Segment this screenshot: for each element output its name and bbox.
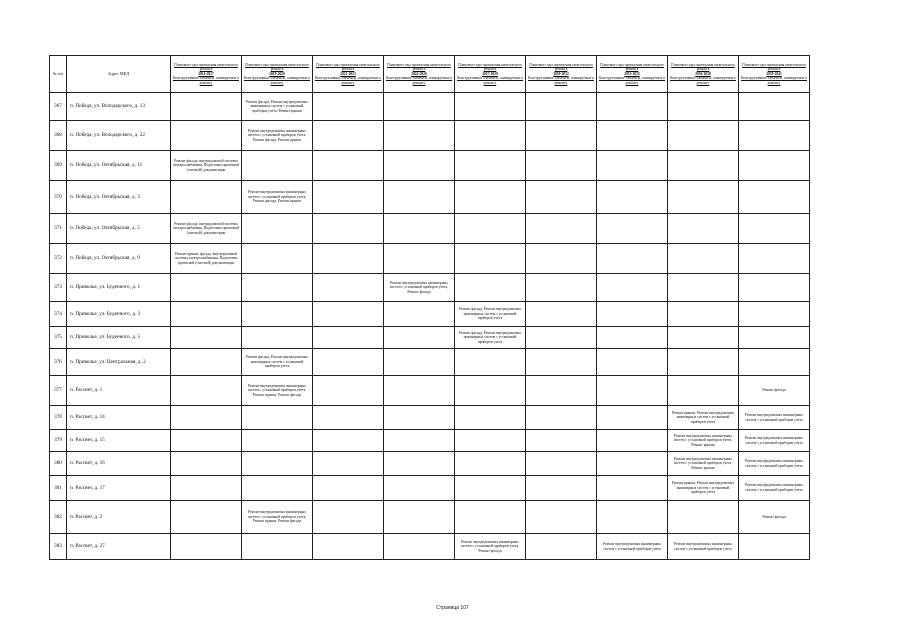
row-cell-period-5 [526,349,597,376]
row-address: п. Рассвет, д. 16 [67,452,171,476]
header-period-years: 2014-2017 [198,71,214,76]
row-cell-period-7: Ремонт внутридомовых инженерных систем с установкой приборов учета [668,534,739,560]
row-address: п. Приволье, ул. Буденного, д. 5 [67,327,171,349]
page-number: Страница 107 [436,605,469,611]
row-cell-period-5 [526,214,597,244]
row-cell-period-8 [739,151,810,181]
row-number: 379 [50,430,67,452]
row-address: п. Рассвет, д. 15 [67,430,171,452]
row-cell-period-2 [313,302,384,327]
row-cell-period-0 [171,406,242,430]
row-cell-period-1: Ремонт фасада, Ремонт внутридомовых инженерных систем с установкой приборов учета [242,349,313,376]
row-cell-period-0 [171,349,242,376]
row-cell-period-5 [526,376,597,406]
header-period-caption: Конструктивные элементы, планируемые к ремонту [740,76,808,85]
header-period-0 [171,56,242,93]
row-cell-period-1 [242,430,313,452]
row-cell-period-0 [171,452,242,476]
row-cell-period-6 [597,452,668,476]
row-cell-period-0 [171,327,242,349]
row-cell-period-2 [313,121,384,151]
row-cell-period-2 [313,534,384,560]
row-address: п. Рассвет, д. 17 [67,476,171,501]
table-row [50,244,810,274]
row-cell-period-6 [597,327,668,349]
row-cell-period-5 [526,430,597,452]
row-cell-period-1 [242,476,313,501]
row-cell-period-8 [739,349,810,376]
row-cell-period-4 [455,501,526,534]
row-cell-period-4 [455,181,526,214]
row-cell-period-3 [384,406,455,430]
row-cell-period-2 [313,214,384,244]
row-address: п. Рассвет, д. 14 [67,406,171,430]
row-cell-period-6 [597,476,668,501]
table-row [50,349,810,376]
row-cell-period-1 [242,151,313,181]
header-period-years: 2018-2020 [269,71,285,76]
row-cell-period-7 [668,501,739,534]
row-cell-period-5 [526,534,597,560]
table-row [50,406,810,430]
row-cell-period-7 [668,214,739,244]
row-cell-period-0 [171,534,242,560]
row-cell-period-3 [384,476,455,501]
row-cell-period-8 [739,327,810,349]
table-row [50,274,810,302]
row-cell-period-2 [313,376,384,406]
row-cell-period-6 [597,244,668,274]
row-cell-period-4 [455,430,526,452]
row-cell-period-0 [171,93,242,121]
row-cell-period-2 [313,349,384,376]
row-cell-period-0 [171,181,242,214]
row-cell-period-6 [597,274,668,302]
row-cell-period-1 [242,214,313,244]
row-cell-period-8 [739,534,810,560]
row-cell-period-8: Ремонт внутридомовых инженерных систем с установкой приборов учета [739,476,810,501]
row-cell-period-7 [668,302,739,327]
row-cell-period-1 [242,327,313,349]
row-cell-period-1 [242,244,313,274]
header-period-4 [455,56,526,93]
row-number: 381 [50,476,67,501]
row-cell-period-3 [384,430,455,452]
row-cell-period-8 [739,121,810,151]
row-address: п. Рассвет, д. 27 [67,534,171,560]
header-period-years: 2030-2032 [553,71,569,76]
table-row [50,534,810,560]
header-address: Адрес МКД [67,56,171,93]
table-row [50,476,810,501]
row-cell-period-8 [739,302,810,327]
row-cell-period-3 [384,534,455,560]
row-cell-period-0 [171,274,242,302]
row-cell-period-5 [526,151,597,181]
row-cell-period-2 [313,406,384,430]
row-number: 375 [50,327,67,349]
row-cell-period-6 [597,501,668,534]
row-cell-period-0 [171,476,242,501]
table-row [50,93,810,121]
row-address: п. Победа, ул. Октябрьская, д. 3 [67,181,171,214]
table-row [50,121,810,151]
row-cell-period-6 [597,121,668,151]
row-cell-period-7 [668,376,739,406]
header-period-plan: Плановые годы проведения капитального ремонта [742,62,806,72]
row-cell-period-3 [384,302,455,327]
table-row [50,327,810,349]
row-cell-period-7 [668,274,739,302]
row-cell-period-7 [668,327,739,349]
row-cell-period-2 [313,181,384,214]
header-period-years: 2036-2038 [695,71,711,76]
row-cell-period-2 [313,93,384,121]
header-period-plan: Плановые годы проведения капитального ремонта [316,62,380,72]
header-period-1 [242,56,313,93]
header-period-caption: Конструктивные элементы, планируемые к ремонту [456,76,524,85]
row-cell-period-7 [668,349,739,376]
row-cell-period-4 [455,121,526,151]
table-row [50,501,810,534]
row-cell-period-4: Ремонт фасада, Ремонт внутридомовых инженерных систем с установкой приборов учета [455,327,526,349]
row-address: п. Приволье, ул. Центральная, д. 2 [67,349,171,376]
row-cell-period-1: Ремонт внутридомовых инженерных систем с установкой приборов учета, Ремонт крыши, Ремонт фасада [242,376,313,406]
row-number: 372 [50,244,67,274]
row-cell-period-0: Ремонт фасада, внутридомовой системы электроснабжения, Подготовка проектной (сметной) документации [171,214,242,244]
row-number: 370 [50,181,67,214]
row-cell-period-3 [384,244,455,274]
header-period-caption: Конструктивные элементы, планируемые к ремонту [314,76,382,85]
table-header-row [50,56,810,93]
row-number: 369 [50,151,67,181]
row-cell-period-2 [313,452,384,476]
row-cell-period-8: Ремонт внутридомовых инженерных систем с установкой приборов учета [739,452,810,476]
row-number: 374 [50,302,67,327]
row-cell-period-7: Ремонт крыши, Ремонт внутридомовых инженерных систем с установкой приборов учета [668,406,739,430]
row-cell-period-4 [455,476,526,501]
row-cell-period-6 [597,406,668,430]
row-cell-period-6 [597,430,668,452]
row-cell-period-7: Ремонт крыши, Ремонт внутридомовых инженерных систем с установкой приборов учета [668,476,739,501]
row-cell-period-6 [597,376,668,406]
row-cell-period-3 [384,93,455,121]
row-cell-period-2 [313,476,384,501]
row-address: п. Победа, ул. Октябрьская, д. 5 [67,214,171,244]
row-cell-period-5 [526,406,597,430]
row-cell-period-0: Ремонт крыши, фасада, внутридомовой системы электроснабжения, Подготовка проектной (сметной) документации [171,244,242,274]
row-number: 382 [50,501,67,534]
header-period-plan: Плановые годы проведения капитального ремонта [458,62,522,72]
row-cell-period-3 [384,376,455,406]
row-cell-period-4: Ремонт внутридомовых инженерных систем с установкой приборов учета, Ремонт фасада [455,534,526,560]
row-cell-period-1 [242,452,313,476]
row-address: п. Приволье, ул. Буденного, д. 3 [67,302,171,327]
header-period-years: 2027-2029 [482,71,498,76]
row-cell-period-4 [455,93,526,121]
row-number: 368 [50,121,67,151]
row-cell-period-1 [242,302,313,327]
row-cell-period-8 [739,181,810,214]
header-period-years: 2039-2041 [766,71,782,76]
row-cell-period-6 [597,181,668,214]
row-cell-period-5 [526,476,597,501]
row-cell-period-0 [171,430,242,452]
row-cell-period-8: Ремонт фасада [739,501,810,534]
header-period-5 [526,56,597,93]
table-row [50,452,810,476]
header-period-years: 2024-2026 [411,71,427,76]
row-cell-period-5 [526,501,597,534]
row-cell-period-5 [526,181,597,214]
row-cell-period-1: Ремонт фасада, Ремонт внутридомовых инженерных систем с установкой приборов учета, Ремонт крыши [242,93,313,121]
row-cell-period-1 [242,274,313,302]
row-cell-period-6: Ремонт внутридомовых инженерных систем с установкой приборов учета [597,534,668,560]
row-cell-period-1: Ремонт внутридомовых инженерных систем с установкой приборов учета, Ремонт фасада, Ремонт крыши [242,181,313,214]
header-period-caption: Конструктивные элементы, планируемые к ремонту [598,76,666,85]
row-cell-period-4 [455,244,526,274]
row-cell-period-2 [313,501,384,534]
row-cell-period-2 [313,274,384,302]
header-period-3 [384,56,455,93]
row-cell-period-4 [455,151,526,181]
header-period-caption: Конструктивные элементы, планируемые к ремонту [527,76,595,85]
row-cell-period-8: Ремонт внутридомовых инженерных систем с установкой приборов учета [739,406,810,430]
table-row [50,376,810,406]
row-number: 376 [50,349,67,376]
header-period-caption: Конструктивные элементы, планируемые к ремонту [172,76,240,85]
row-cell-period-6 [597,349,668,376]
row-cell-period-3 [384,452,455,476]
row-cell-period-6 [597,214,668,244]
row-cell-period-2 [313,327,384,349]
row-cell-period-3 [384,151,455,181]
row-number: 380 [50,452,67,476]
row-number: 383 [50,534,67,560]
row-cell-period-7 [668,121,739,151]
header-period-7 [668,56,739,93]
row-address: п. Победа, ул. Володарского, д. 13 [67,93,171,121]
row-cell-period-1: Ремонт внутридомовых инженерных систем с установкой приборов учета, Ремонт фасада, Ремонт крыши [242,121,313,151]
header-period-plan: Плановые годы проведения капитального ремонта [600,62,664,72]
row-cell-period-5 [526,302,597,327]
header-period-plan: Плановые годы проведения капитального ремонта [671,62,735,72]
header-period-years: 2021-2023 [340,71,356,76]
row-cell-period-4 [455,376,526,406]
row-cell-period-4 [455,274,526,302]
row-cell-period-7 [668,93,739,121]
row-cell-period-7 [668,151,739,181]
row-cell-period-7 [668,181,739,214]
row-cell-period-3 [384,501,455,534]
header-period-plan: Плановые годы проведения капитального ремонта [529,62,593,72]
header-period-2 [313,56,384,93]
row-cell-period-5 [526,452,597,476]
row-cell-period-6 [597,151,668,181]
repair-plan-table [49,55,810,560]
row-cell-period-1 [242,406,313,430]
row-cell-period-1 [242,534,313,560]
header-period-6 [597,56,668,93]
row-cell-period-6 [597,302,668,327]
header-period-8 [739,56,810,93]
row-number: 377 [50,376,67,406]
row-address: п. Победа, ул. Володарского, д. 22 [67,121,171,151]
table-row [50,181,810,214]
row-number: 371 [50,214,67,244]
row-cell-period-5 [526,327,597,349]
header-period-plan: Плановые годы проведения капитального ремонта [387,62,451,72]
header-num: № п/п [50,56,67,93]
header-period-years: 2033-2035 [624,71,640,76]
row-cell-period-0 [171,501,242,534]
header-period-caption: Конструктивные элементы, планируемые к ремонту [385,76,453,85]
row-cell-period-8 [739,214,810,244]
header-period-plan: Плановые годы проведения капитального ремонта [245,62,309,72]
row-cell-period-4 [455,349,526,376]
row-cell-period-3: Ремонт внутридомовых инженерных систем с установкой приборов учета, Ремонт фасада [384,274,455,302]
table-row [50,430,810,452]
row-address: п. Победа, ул. Октябрьская, д. 11 [67,151,171,181]
row-cell-period-8: Ремонт внутридомовых инженерных систем с установкой приборов учета [739,430,810,452]
row-cell-period-6 [597,93,668,121]
row-cell-period-1: Ремонт внутридомовых инженерных систем с установкой приборов учета, Ремонт крыши, Ремонт фасада [242,501,313,534]
row-cell-period-2 [313,430,384,452]
row-cell-period-0: Ремонт фасада, внутридомовой системы электроснабжения, Подготовка проектной (сметной) документации [171,151,242,181]
row-cell-period-3 [384,121,455,151]
row-cell-period-5 [526,244,597,274]
row-number: 373 [50,274,67,302]
table-row [50,214,810,244]
row-cell-period-3 [384,181,455,214]
row-cell-period-0 [171,302,242,327]
row-cell-period-7: Ремонт внутридомовых инженерных систем с установкой приборов учета, Ремонт крыши [668,452,739,476]
row-cell-period-3 [384,349,455,376]
row-cell-period-2 [313,151,384,181]
row-address: п. Приволье, ул. Буденного, д. 1 [67,274,171,302]
row-cell-period-5 [526,274,597,302]
row-address: п. Рассвет, д. 1 [67,376,171,406]
row-number: 367 [50,93,67,121]
row-cell-period-2 [313,244,384,274]
row-cell-period-0 [171,121,242,151]
row-address: п. Победа, ул. Октябрьская, д. 9 [67,244,171,274]
row-cell-period-4: Ремонт фасада, Ремонт внутридомовых инженерных систем с установкой приборов учета [455,302,526,327]
row-cell-period-5 [526,121,597,151]
row-cell-period-8: Ремонт фасада [739,376,810,406]
row-cell-period-4 [455,214,526,244]
row-cell-period-3 [384,327,455,349]
row-address: п. Рассвет, д. 2 [67,501,171,534]
header-period-plan: Плановые годы проведения капитального ремонта [174,62,238,72]
header-period-caption: Конструктивные элементы, планируемые к ремонту [669,76,737,85]
row-cell-period-8 [739,274,810,302]
header-period-caption: Конструктивные элементы, планируемые к ремонту [243,76,311,85]
row-cell-period-3 [384,214,455,244]
row-cell-period-8 [739,244,810,274]
row-cell-period-4 [455,406,526,430]
table-row [50,151,810,181]
row-cell-period-8 [739,93,810,121]
row-cell-period-5 [526,93,597,121]
table-row [50,302,810,327]
row-cell-period-7: Ремонт внутридомовых инженерных систем с установкой приборов учета, Ремонт крыши [668,430,739,452]
row-cell-period-0 [171,376,242,406]
row-cell-period-7 [668,244,739,274]
row-number: 378 [50,406,67,430]
row-cell-period-4 [455,452,526,476]
